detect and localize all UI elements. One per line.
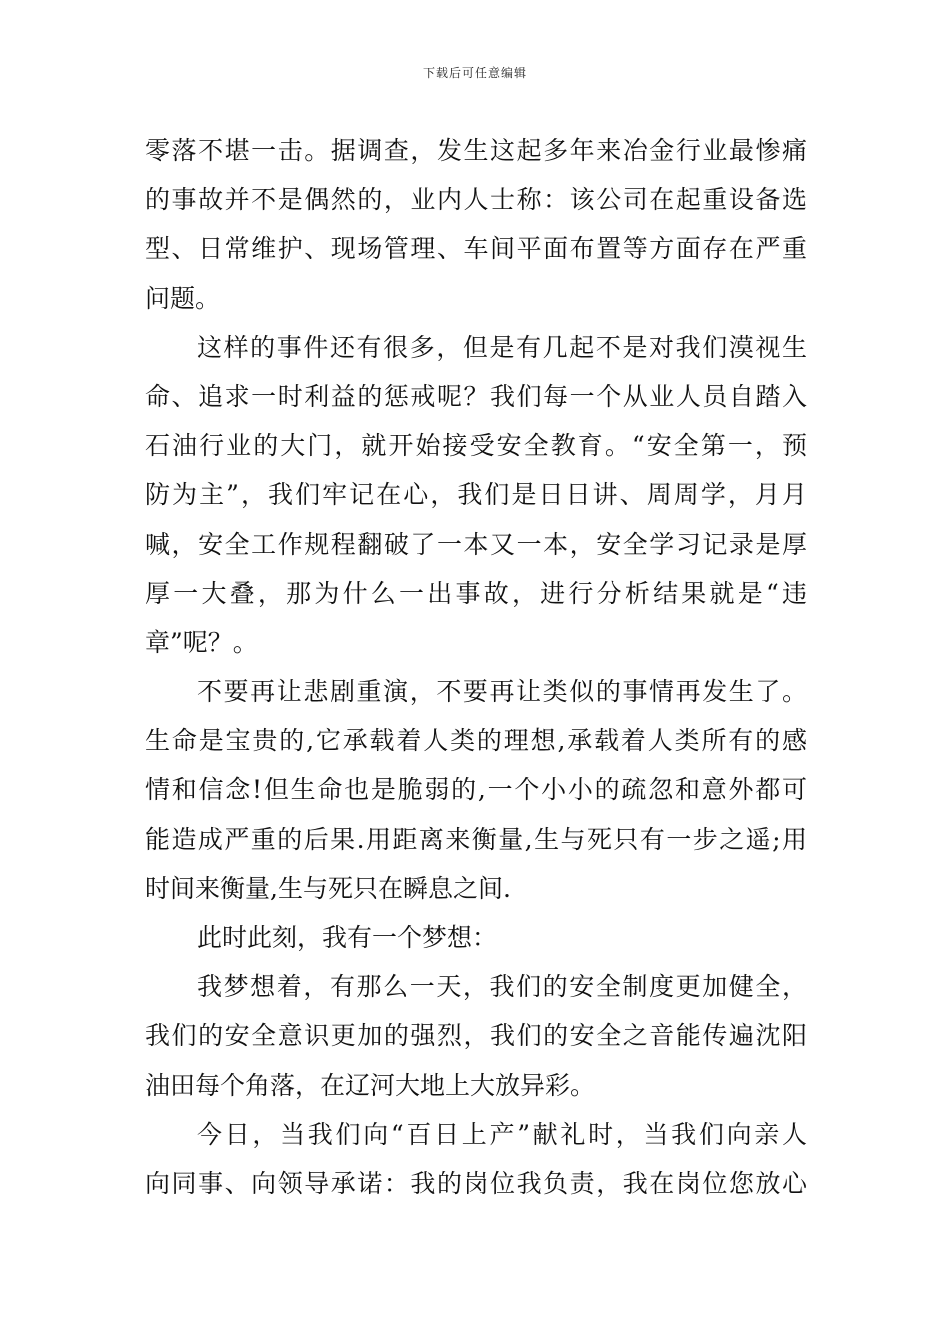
paragraph-3 (145, 667, 807, 913)
text-line: 厚一大叠，那为什么一出事故，进行分析结果就是“违 (145, 578, 807, 608)
text-line: 油田每个角落，在辽河大地上大放异彩。 (145, 1070, 596, 1100)
page-header: 下载后可任意编辑 (422, 66, 527, 80)
paragraph-4 (145, 913, 807, 962)
text-line: 的事故并不是偶然的，业内人士称：该公司在起重设备选 (145, 185, 807, 215)
paragraph-1 (145, 126, 807, 323)
text-line: 向同事、向领导承诺：我的岗位我负责，我在岗位您放心 (145, 1168, 807, 1198)
text-line: 时间来衡量,生与死只在瞬息之间. (145, 873, 511, 903)
text-line: 生命是宝贵的,它承载着人类的理想,承载着人类所有的感 (145, 726, 807, 756)
text-line: 情和信念!但生命也是脆弱的,一个小小的疏忽和意外都可 (145, 775, 807, 805)
text-line: 问题。 (145, 283, 221, 313)
text-line: 能造成严重的后果.用距离来衡量,生与死只有一步之遥;用 (145, 824, 807, 854)
text-line: 喊，安全工作规程翻破了一本又一本，安全学习记录是厚 (145, 529, 807, 559)
text-line: 不要再让悲剧重演，不要再让类似的事情再发生了。 (197, 677, 807, 707)
document-body (145, 126, 807, 1208)
text-line: 防为主”，我们牢记在心，我们是日日讲、周周学，月月 (145, 480, 807, 510)
text-line: 这样的事件还有很多，但是有几起不是对我们漠视生 (197, 332, 807, 362)
text-line: 零落不堪一击。据调查，发生这起多年来冶金行业最惨痛 (145, 136, 807, 165)
text-line: 型、日常维护、现场管理、车间平面布置等方面存在严重 (145, 234, 807, 264)
text-line: 我们的安全意识更加的强烈，我们的安全之音能传遍沈阳 (145, 1021, 807, 1051)
paragraph-6 (145, 1110, 807, 1208)
text-line: 此时此刻，我有一个梦想： (197, 923, 498, 952)
text-line: 石油行业的大门，就开始接受安全教育。“安全第一，预 (145, 431, 807, 461)
text-line: 命、追求一时利益的惩戒呢？我们每一个从业人员自踏入 (145, 381, 807, 411)
text-line: 章”呢？。 (145, 627, 258, 657)
paragraph-2 (145, 323, 807, 667)
text-line: 我梦想着，有那么一天，我们的安全制度更加健全， (197, 972, 807, 1002)
paragraph-5 (145, 962, 807, 1110)
text-line: 今日，当我们向“百日上产”献礼时，当我们向亲人 (197, 1119, 807, 1149)
